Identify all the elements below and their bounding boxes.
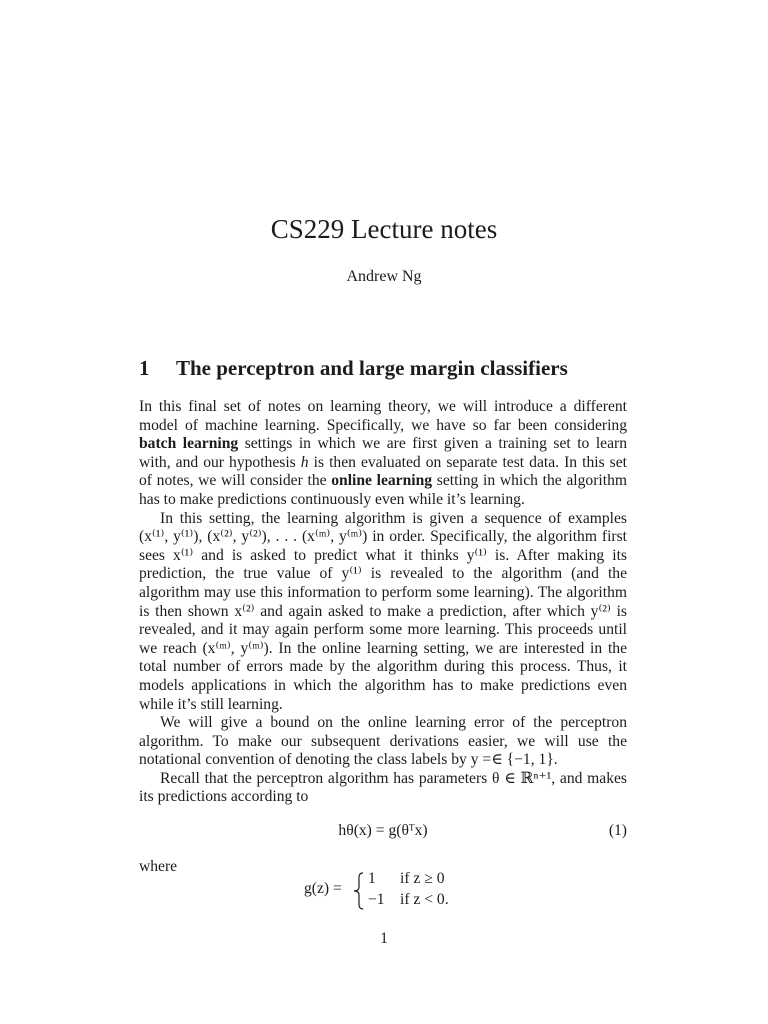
equation-1-tag: (1) xyxy=(608,822,627,839)
paragraph-4: Recall that the perceptron algorithm has parameters θ ∈ ℝⁿ⁺¹, and makes its predictions according to xyxy=(139,769,627,806)
body-text xyxy=(139,398,627,807)
section-number: 1 xyxy=(139,356,150,380)
piecewise-row-2-condition: if z < 0. xyxy=(400,891,449,908)
equation-1 xyxy=(139,822,627,844)
term-online-learning: online learning xyxy=(331,472,433,490)
document-title: CS229 Lecture notes xyxy=(270,214,498,244)
where-label: where xyxy=(139,858,178,875)
equation-1-math: hθ(x) = g(θᵀx) xyxy=(338,822,428,839)
term-batch-learning: batch learning xyxy=(139,435,239,453)
piecewise-definition xyxy=(304,868,484,912)
paragraph-1-text-c: is then evaluated on separate test data. In this set of notes, we will consider the xyxy=(139,453,627,490)
hypothesis-symbol: h xyxy=(300,453,309,471)
paragraph-1-text-d: setting in which the algorithm has to make predictions continuously even while it’s learning. xyxy=(139,472,627,508)
section-title: The perceptron and large margin classifiers xyxy=(176,356,568,380)
author-name: Andrew Ng xyxy=(346,268,422,285)
paragraph-1-text-b: settings in which we are first given a training set to learn with, and our hypothesis xyxy=(139,435,627,471)
piecewise-lhs: g(z) = xyxy=(304,880,342,897)
paragraph-1 xyxy=(139,398,627,510)
piecewise-row-2 xyxy=(368,891,449,909)
page-number: 1 xyxy=(380,930,388,947)
section-heading xyxy=(139,356,639,381)
piecewise-row-1-condition: if z ≥ 0 xyxy=(400,870,445,887)
piecewise-row-1 xyxy=(368,870,445,888)
paragraph-3: We will give a bound on the online learning error of the perceptron algorithm. To make our subsequent derivations easier, we will use the notational convention of denoting the class labels by y =∈ {−1, 1}. xyxy=(139,714,627,769)
paragraph-2: In this setting, the learning algorithm is given a sequence of examples (x⁽¹⁾, y⁽¹⁾), (x⁽²⁾, y⁽²⁾), . . . (x⁽ᵐ⁾, y⁽ᵐ⁾) in order. Specifically, the algorithm first sees x⁽¹⁾ and is asked to predict what it thinks y⁽¹⁾ is. After making its prediction, the true value of y⁽¹⁾ is revealed to the algorithm (and the algorithm may use this information to perform some learning). The algorithm is then shown x⁽²⁾ and again asked to make a prediction, after which y⁽²⁾ is revealed, and it may again perform some more learning. This proceeds until we reach (x⁽ᵐ⁾, y⁽ᵐ⁾). In the online learning setting, we are interested in the total number of errors made by the algorithm during this process. Thus, it models applications in which the algorithm has to make predictions even while it’s still learning. xyxy=(139,509,627,713)
piecewise-row-2-value: −1 xyxy=(368,891,385,908)
left-brace xyxy=(353,872,365,915)
paragraph-1-text-a: In this final set of notes on learning theory, we will introduce a different model of machine learning. Specifically, we have so far been considering xyxy=(139,398,627,434)
piecewise-row-1-value: 1 xyxy=(368,870,376,887)
